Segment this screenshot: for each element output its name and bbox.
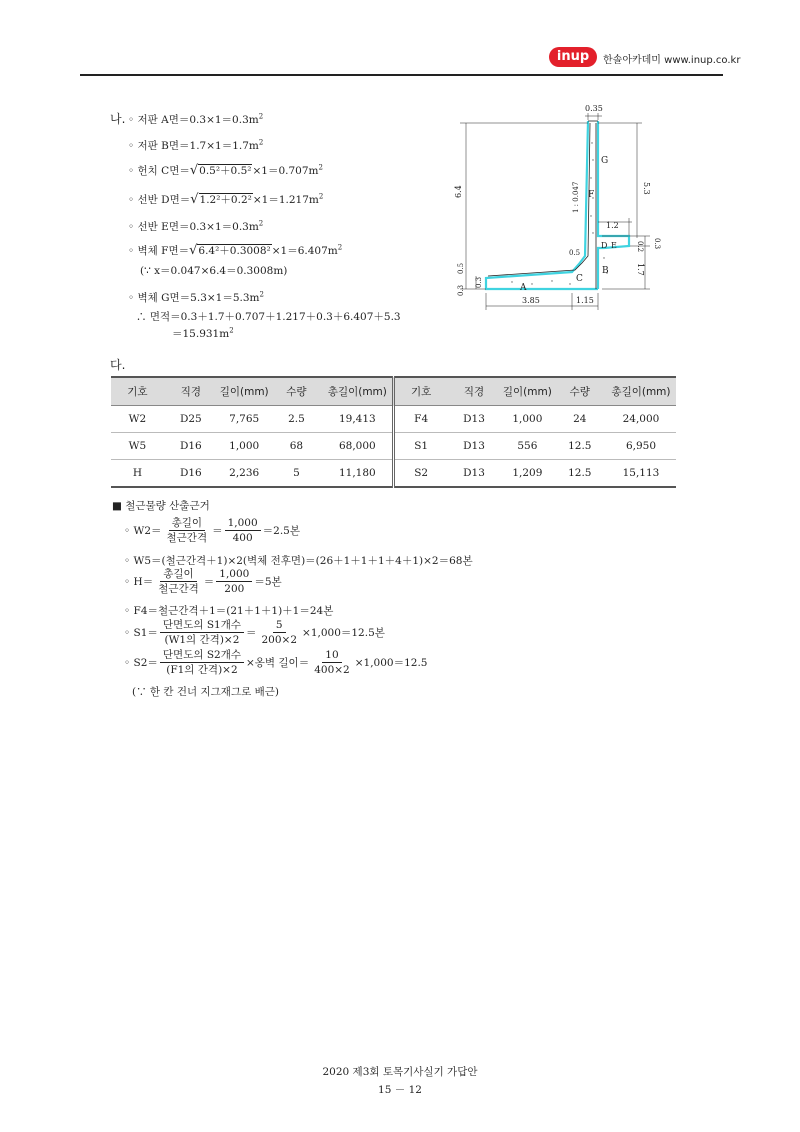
basis-note: (∵ 한 칸 건너 지그재그로 배근) (132, 686, 279, 698)
calc-line-c: ◦ 헌치 C면$=√0.5^2+0.5^2\times 1=0.707m^2$ (128, 163, 323, 178)
face-label-b: B (602, 266, 609, 276)
calc-line-a: ◦ 저판 A면$=0.3\times 1=0.3m^2$ (128, 112, 264, 126)
table-cell: 24,000 (606, 406, 676, 433)
table-cell: 1,209 (501, 460, 554, 488)
basis-w5: ◦ W5＝(철근간격＋1)×2(벽체 전후면)＝(26＋1＋1＋1＋4＋1)×2＝68본 (124, 555, 473, 567)
dim-shelf-length: 1.2 (606, 221, 619, 230)
table-cell: 24 (554, 406, 606, 433)
calc-line-d: ◦ 선반 D면$=√1.2^2+0.2^2\times 1=1.217m^2$ (128, 192, 324, 207)
dim-shelf-edge: 0.3 (653, 238, 661, 250)
calc-line-g: ◦ 벽체 G면$=5.3\times 1=5.3m^2$ (128, 290, 264, 304)
dim-base-haunch: 0.5 (457, 262, 465, 274)
calc-total: ∴ 면적＝0.3＋1.7＋0.707＋1.217＋0.3＋6.407＋5.3 (136, 311, 401, 323)
dim-batter: 1 : 0.047 (572, 181, 580, 213)
table-cell: 11,180 (322, 460, 393, 488)
col-header: 길이(mm) (501, 377, 554, 406)
table-cell: 12.5 (554, 460, 606, 488)
table-cell: S1 (394, 433, 447, 460)
header-rule (80, 74, 723, 76)
retaining-wall-diagram (452, 98, 664, 316)
inup-logo: inup (549, 47, 597, 67)
footer-title: 2020 제3회 토목기사실기 가답안 (322, 1066, 478, 1078)
dim-base-thickness: 0.3 (475, 276, 483, 288)
table-cell: D16 (164, 460, 218, 488)
table-header-row (111, 377, 676, 406)
calc-line-b: ◦ 저판 B면$=1.7\times 1=1.7m^2$ (128, 138, 264, 152)
col-header: 총길이(mm) (322, 377, 393, 406)
rebar-table (111, 376, 676, 488)
table-cell: D16 (164, 433, 218, 460)
table-cell: 5 (271, 460, 323, 488)
col-header: 기호 (394, 377, 447, 406)
dim-toe-length: 1.15 (576, 296, 594, 305)
calc-line-f: ◦ 벽체 F면$=√6.4^2+0.3008^2\times 1=6.407m^2$ (128, 243, 343, 258)
dim-heel-length: 3.85 (522, 296, 540, 305)
table-row (111, 433, 676, 460)
table-cell: S2 (394, 460, 447, 488)
table-cell: D13 (447, 406, 501, 433)
dim-top-width: 0.35 (585, 104, 603, 113)
dim-haunch: 0.5 (569, 249, 581, 257)
basis-s2: ◦ S2＝ $\frac{\text{단면도의 S2개수}}{\text{(F1의 간격)×2}}$ ×옹벽 길이＝ $\frac{10}{400\times 2}$ ×1,000＝12.5 (124, 649, 428, 676)
dim-shelf-thickness: 0.2 (636, 241, 644, 253)
basis-h: ◦ H＝ $\frac{\text{총길이}}{\text{철근간격}}$ ＝ $\frac{1,000}{200}$ ＝5본 (124, 568, 282, 595)
table-cell: D25 (164, 406, 218, 433)
table-cell: D13 (447, 433, 501, 460)
calc-line-f-note: (∵ x＝0.047×6.4＝0.3008m) (140, 265, 288, 277)
table-cell: 68,000 (322, 433, 393, 460)
section-da-label: 다. (110, 358, 126, 372)
dim-upper-height: 5.3 (642, 182, 651, 195)
dim-lower-height: 1.7 (636, 263, 645, 276)
table-cell: 68 (271, 433, 323, 460)
table-cell: F4 (394, 406, 447, 433)
dim-base-left: 0.3 (457, 284, 465, 296)
basis-s1: ◦ S1＝ $\frac{\text{단면도의 S1개수}}{\text{(W1의 간격)×2}}$ ＝ $\frac{5}{200\times 2}$ ×1,000＝12.5본 (124, 619, 385, 646)
table-row (111, 406, 676, 433)
table-cell: H (111, 460, 164, 488)
calc-line-e: ◦ 선반 E면$=0.3\times 1=0.3m^2$ (128, 219, 264, 233)
face-label-a: A (520, 283, 527, 293)
section-na-label: 나. (110, 112, 126, 126)
table-cell: 19,413 (322, 406, 393, 433)
basis-title: ■ 철근물량 산출근거 (112, 500, 210, 512)
table-cell: 1,000 (218, 433, 271, 460)
col-header: 직경 (447, 377, 501, 406)
col-header: 직경 (164, 377, 218, 406)
col-header: 기호 (111, 377, 164, 406)
basis-w2: ◦ W2＝ $\frac{\text{총길이}}{\text{철근간격}}$ ＝ $\frac{1,000}{400}$ ＝2.5본 (124, 517, 300, 544)
dim-total-height: 6.4 (454, 185, 463, 198)
basis-f4: ◦ F4＝철근간격＋1＝(21＋1＋1)＋1＝24본 (124, 605, 334, 617)
table-cell: 2,236 (218, 460, 271, 488)
face-label-g: G (601, 156, 609, 166)
face-label-d: D (601, 241, 608, 250)
table-cell: W2 (111, 406, 164, 433)
calc-total-result: $=15.931m^2$ (172, 326, 234, 340)
table-cell: 12.5 (554, 433, 606, 460)
face-label-e: E (611, 241, 617, 250)
table-cell: 2.5 (271, 406, 323, 433)
table-cell: D13 (447, 460, 501, 488)
table-cell: 1,000 (501, 406, 554, 433)
col-header: 수량 (271, 377, 323, 406)
table-cell: W5 (111, 433, 164, 460)
table-row (111, 460, 676, 488)
table-cell: 6,950 (606, 433, 676, 460)
wall-section (486, 121, 629, 289)
page-number: 15 － 12 (378, 1084, 422, 1096)
col-header: 길이(mm) (218, 377, 271, 406)
face-label-f: F (588, 190, 595, 200)
brand-text: 한솔아카데미 www.inup.co.kr (603, 55, 741, 66)
col-header: 수량 (554, 377, 606, 406)
table-cell: 556 (501, 433, 554, 460)
table-cell: 7,765 (218, 406, 271, 433)
col-header: 총길이(mm) (606, 377, 676, 406)
face-label-c: C (576, 274, 583, 284)
table-cell: 15,113 (606, 460, 676, 488)
